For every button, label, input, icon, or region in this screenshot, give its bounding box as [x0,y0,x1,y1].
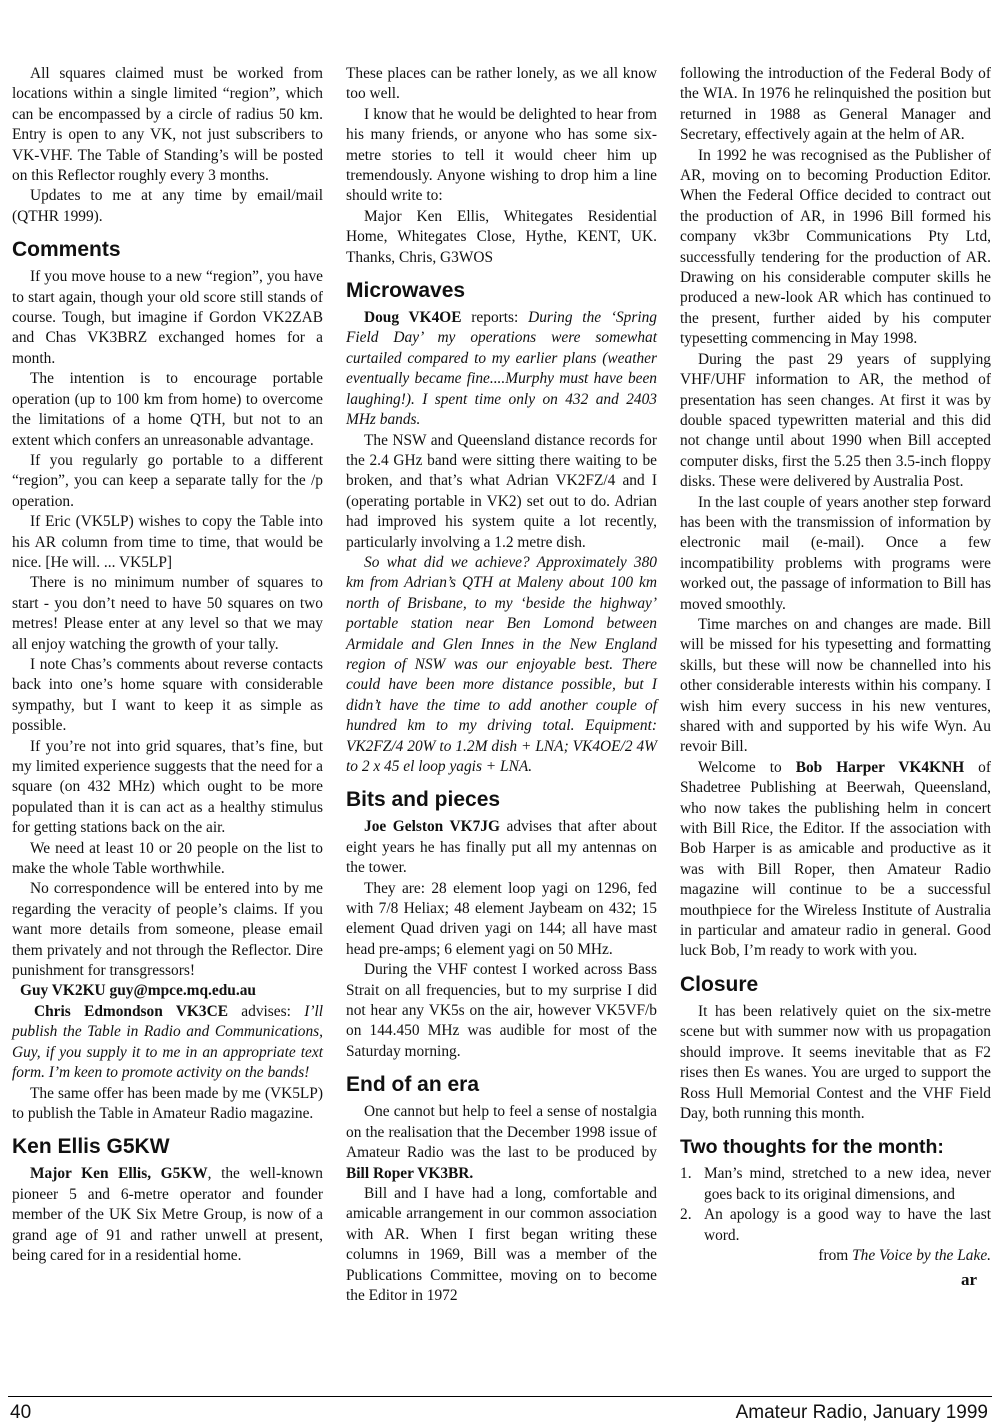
magazine-title: Amateur Radio, January 1999 [735,1402,988,1423]
attribution [680,1246,991,1266]
paragraph: In the last couple of years another step forward has been with the transmission of information by electronic mail (e-mail). Once a few incompatibility problems with programs were worked out, the passage of information to Bill has moved smoothly. [680,493,991,613]
paragraph: If you move house to a new “region”, you have to start again, though your old score still stands of course. Tough, but imagine if Gordon VK2ZAB and Chas VK3BRZ exchanged homes for a month. [12,268,323,367]
paragraph [12,1002,323,1084]
paragraph [346,1102,657,1184]
paragraph: There is no minimum number of squares to start - you don’t need to have 50 squares on two metres! Please enter at any level so that we may all enjoy watching the growth of your tally. [12,574,323,653]
text: advises that after about eight years he has finally put all my antennas on the tower. [346,818,657,877]
name-bold: Major Ken Ellis, G5KW [30,1165,208,1183]
paragraph: If you regularly go portable to a different “region”, you can keep a separate tally for the /p operation. [12,451,323,510]
paragraph: I note Chas’s comments about reverse contacts back into one’s home square with considerable sympathy, but I want to keep it as simple as possible. [12,655,323,735]
paragraph: They are: 28 element loop yagi on 1296, fed with 7/8 Heliax; 48 element Jaybeam on 432; 15 element Quad driven yagi on 144; all have mast head pre-amps; 6 element yagi on 50 MHz. [346,879,657,958]
list-item [680,1164,991,1205]
heading-comments: Comments [12,238,121,262]
paragraph: I know that he would be delighted to hear from his many friends, or anyone who has some six-metre stories to tell it would cheer him up tremendously. Anyone wishing to drop him a line should write to: [346,105,657,205]
paragraph-italic: So what did we achieve? Approximately 380 km from Adrian’s QTH at Maleny about 100 km north of Brisbane, to my ‘beside the highway’ portable station near Ben Lomond between Armidale and Glen Innes in the New England region of NSW was our enjoyable best. There could have been more distance possible, but I didn’t have the time to add another couple of hundred km to my driving total. Equipment: VK2FZ/4 20W to 1.2M dish + LNA; VK4OE/2 4W to 2 x 45 el loop yagis + LNA. [346,553,657,775]
paragraph: During the past 29 years of supplying VHF/UHF information to AR, the method of presentation has seen changes. At first it was by double spaced typewritten material and this did not change until about 1990 when Bill accepted computer disks, first the 5.25 then 3.5-inch floppy disks. These were delivered by Australia Post. [680,350,991,491]
footer-rule [8,1396,992,1397]
text: of Shadetree Publishing at Beerwah, Queensland, who now takes the publishing helm in concert with Bill Rice, the Editor. If the association with Bob Harper is as amicable and productive as it was with Bill Roper, then Amateur Radio magazine will continue to be a successful mouthpiece for the Wireless Institute of Australia in particular and amateur radio in general. Good luck Bob, I’m ready to work with you. [680,758,991,960]
paragraph: following the introduction of the Federal Body of the WIA. In 1976 he relinquished the position but returned in 1988 as General Manager and Secretary, effectively again at the helm of AR. [680,65,991,144]
text: , the well-known pioneer 5 and 6-metre operator and founder member of the UK Six Metre Group, is now of a grand age of 91 and rather unwell at present, being cared for in a residential home. [12,1165,323,1264]
text: One cannot but help to feel a sense of nostalgia on the realisation that the December 1998 issue of Amateur Radio was the last to be produced by [346,1103,657,1162]
list-number: 2. [680,1206,692,1224]
paragraph: Updates to me at any time by email/mail (QTHR 1999). [12,187,323,225]
paragraph [346,817,657,878]
paragraph: The NSW and Queensland distance records for the 2.4 GHz band were sitting there waiting to be broken, and that’s what Adrian VK2FZ/4 and I (operating portable in VK2) set out to do. Adrian had improved his system quite a lot recently, particularly involving a 1.2 metre dish. [346,431,657,551]
paragraph: These places can be rather lonely, as we all know too well. [346,65,657,103]
paragraph: Bill and I have had a long, comfortable and amicable arrangement in our common association with AR. When I first began writing these columns in 1969, Bill was a member of the Publications Committee, moving on to become the Editor in 1972 [346,1184,657,1304]
paragraph [346,308,657,430]
column-1 [12,64,323,1266]
heading-bits-and-pieces: Bits and pieces [346,788,501,812]
list-number: 1. [680,1165,692,1183]
text: reports: [461,309,529,327]
column-2 [346,64,657,1306]
paragraph: No correspondence will be entered into by me regarding the veracity of people’s claims. If you want more details from someone, please email them privately and not through the Reflector. Dire punishment for transgressors! [12,880,323,980]
name-bold: Doug VK4OE [364,309,462,327]
name-bold: Bill Roper VK3BR. [346,1164,474,1182]
end-mark: ar [960,1270,977,1290]
paragraph: Time marches on and changes are made. Bill will be missed for his typesetting and formatting skills, but these will now be channelled into his other considerable interests within his company. I wish him every success in his new ventures, shared with and supported by his wife Wyn. Au revoir Bill. [680,615,991,756]
paragraph: All squares claimed must be worked from locations within a single limited “region”, which can be encompassed by a circle of radius 50 km. Entry is open to any VK, not just subscribers to VK-VHF. The Table of Standing’s will be posted on this Reflector roughly every 3 months. [12,65,323,185]
heading-ken-ellis: Ken Ellis G5KW [12,1135,170,1159]
paragraph: If Eric (VK5LP) wishes to copy the Table into his AR column from time to time, that would be nice. [He will. ... VK5LP] [12,513,323,571]
paragraph: We need at least 10 or 20 people on the list to make the whole Table worthwhile. [12,839,323,878]
source-italic: The Voice by the Lake. [852,1246,991,1264]
paragraph [12,1164,323,1266]
heading-closure: Closure [680,972,759,996]
paragraph [680,758,991,962]
paragraph: The intention is to encourage portable operation (up to 100 km from home) to overcome the limitations of a home QTH, but not to an extent which confers an unreasonable advantage. [12,370,323,449]
text: An apology is a good way to have the last word. [704,1206,991,1244]
heading-microwaves: Microwaves [346,279,466,303]
paragraph: It has been relatively quiet on the six-metre scene but with summer now with us propagation should improve. It seems inevitable that as F2 rises then Es wanes. You are urged to support the Ross Hull Memorial Contest and the VHF Field Day, both running this month. [680,1002,991,1122]
paragraph: The same offer has been made by me (VK5LP) to publish the Table in Amateur Radio magazine. [12,1084,323,1122]
thoughts-list [680,1164,991,1246]
page-number: 40 [10,1402,32,1423]
text: from [818,1246,853,1264]
column-3 [680,64,991,1291]
paragraph: If you’re not into grid squares, that’s fine, but my limited experience suggests that the need for a square (on 432 MHz) which ought to be more populated than it is can act as a healthy stimulus for getting stations back on the air. [12,737,323,837]
name-bold: Bob Harper VK4KNH [795,758,965,776]
list-item [680,1205,991,1246]
signature: Guy VK2KU guy@mpce.mq.edu.au [20,982,256,1000]
paragraph: In 1992 he was recognised as the Publisher of AR, moving on to becoming Production Editor. When the Federal Office decided to contract out the production of AR, in 1996 Bill formed his company vk3br Communications Pty Ltd, successfully tendering for the production of AR. Drawing on his considerable computer skills he produced a new-look AR which has continued to the present, further aided by his computer typesetting commencing in May 1998. [680,146,991,348]
quote-italic: During the ‘Spring Field Day’ my operations were somewhat curtailed compared to my earlier plans (weather eventually became fine....Murphy must have been laughing!). I spent time only on 432 and 2403 MHz bands. [346,309,658,429]
text: Man’s mind, stretched to a new idea, never goes back to its original dimensions, and [704,1165,991,1203]
paragraph: Major Ken Ellis, Whitegates Residential Home, Whitegates Close, Hythe, KENT, UK. Thanks, Chris, G3WOS [346,207,657,266]
heading-end-of-an-era: End of an era [346,1073,480,1097]
heading-two-thoughts: Two thoughts for the month: [680,1136,944,1159]
paragraph: During the VHF contest I worked across Bass Strait on all frequencies, but to my surprise I did not hear any VK5s on the air, however VK5VF/b on 144.450 MHz was audible for most of the Saturday morning. [346,961,657,1060]
quote-italic: I’ll publish the Table in Radio and Communications, Guy, if you supply it to me in an appropriate text form. I’m keen to promote activity on the bands! [12,1002,323,1082]
text: Welcome to [698,758,796,776]
text: advises: [227,1002,305,1020]
name-bold: Chris Edmondson VK3CE [34,1002,228,1020]
name-bold: Joe Gelston VK7JG [364,818,500,836]
